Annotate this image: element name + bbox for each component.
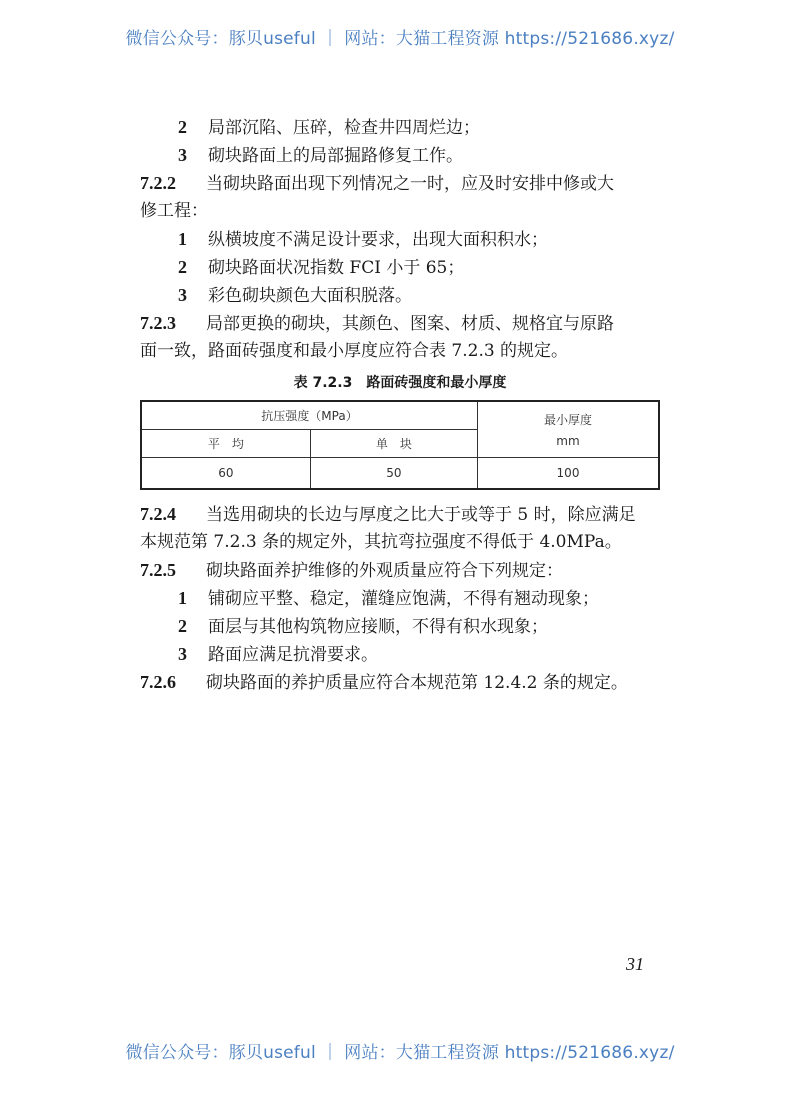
table-row [141, 458, 659, 490]
clause-number: 7.2.6 [140, 672, 176, 692]
clause-continuation: 修工程： [140, 201, 208, 221]
item-number: 3 [178, 644, 187, 664]
clause-text: 局部更换的砌块，其颜色、图案、材质、规格宜与原路 [206, 314, 614, 334]
clause-text: 砌块路面养护维修的外观质量应符合下列规定： [206, 561, 563, 581]
item-text: 铺砌应平整、稳定，灌缝应饱满，不得有翘动现象； [208, 589, 599, 609]
item-text: 砌块路面状况指数 FCI 小于 65； [208, 258, 465, 278]
clause-text: 当砌块路面出现下列情况之一时，应及时安排中修或大 [206, 174, 614, 194]
item-text: 彩色砌块颜色大面积脱落。 [208, 286, 412, 306]
strength-table [140, 400, 660, 490]
header-average: 平 均 [141, 430, 310, 458]
header-label: 最小厚度 [543, 413, 592, 427]
list-item [178, 612, 548, 641]
header-min-thickness [478, 401, 660, 458]
clause-continuation: 面一致，路面砖强度和最小厚度应符合表 7.2.3 的规定。 [140, 341, 569, 361]
page-number: 31 [626, 954, 644, 974]
item-number: 3 [178, 145, 187, 165]
clause-text: 当选用砌块的长边与厚度之比大于或等于 5 时，除应满足 [206, 505, 636, 525]
item-text: 局部沉陷、压碎，检查井四周烂边； [208, 118, 480, 138]
item-text: 路面应满足抗滑要求。 [208, 645, 378, 665]
clause-7-2-3 [140, 309, 614, 338]
list-item [178, 225, 548, 254]
item-number: 1 [178, 229, 187, 249]
list-item [178, 253, 464, 282]
clause-text: 砌块路面的养护质量应符合本规范第 12.4.2 条的规定。 [206, 673, 628, 693]
list-item [178, 113, 480, 142]
item-number: 2 [178, 117, 187, 137]
header-unit: mm [556, 434, 580, 448]
item-number: 1 [178, 588, 187, 608]
cell-thickness: 100 [478, 458, 660, 490]
clause-number: 7.2.4 [140, 504, 176, 524]
item-text: 面层与其他构筑物应接顺，不得有积水现象； [208, 617, 548, 637]
clause-number: 7.2.3 [140, 313, 176, 333]
cell-single: 50 [310, 458, 477, 490]
item-text: 砌块路面上的局部掘路修复工作。 [208, 146, 463, 166]
watermark-header: 微信公众号：豚贝useful ｜ 网站：大猫工程资源 https://521686.xyz/ [125, 29, 675, 49]
clause-number: 7.2.2 [140, 173, 176, 193]
list-item [178, 640, 378, 669]
item-number: 2 [178, 616, 187, 636]
item-text: 纵横坡度不满足设计要求，出现大面积积水； [208, 230, 548, 250]
clause-7-2-4 [140, 500, 636, 529]
item-number: 2 [178, 257, 187, 277]
clause-continuation: 本规范第 7.2.3 条的规定外，其抗弯拉强度不得低于 4.0MPa。 [140, 532, 622, 552]
item-number: 3 [178, 285, 187, 305]
cell-average: 60 [141, 458, 310, 490]
list-item [178, 281, 412, 310]
list-item [178, 141, 463, 170]
header-compressive-strength: 抗压强度（MPa） [141, 401, 478, 430]
clause-7-2-2 [140, 169, 614, 198]
watermark-footer: 微信公众号：豚贝useful ｜ 网站：大猫工程资源 https://521686.xyz/ [125, 1043, 675, 1063]
list-item [178, 584, 599, 613]
clause-7-2-6 [140, 668, 628, 697]
header-single: 单 块 [310, 430, 477, 458]
table-caption: 表 7.2.3 路面砖强度和最小厚度 [293, 375, 507, 391]
clause-7-2-5 [140, 556, 563, 585]
clause-number: 7.2.5 [140, 560, 176, 580]
